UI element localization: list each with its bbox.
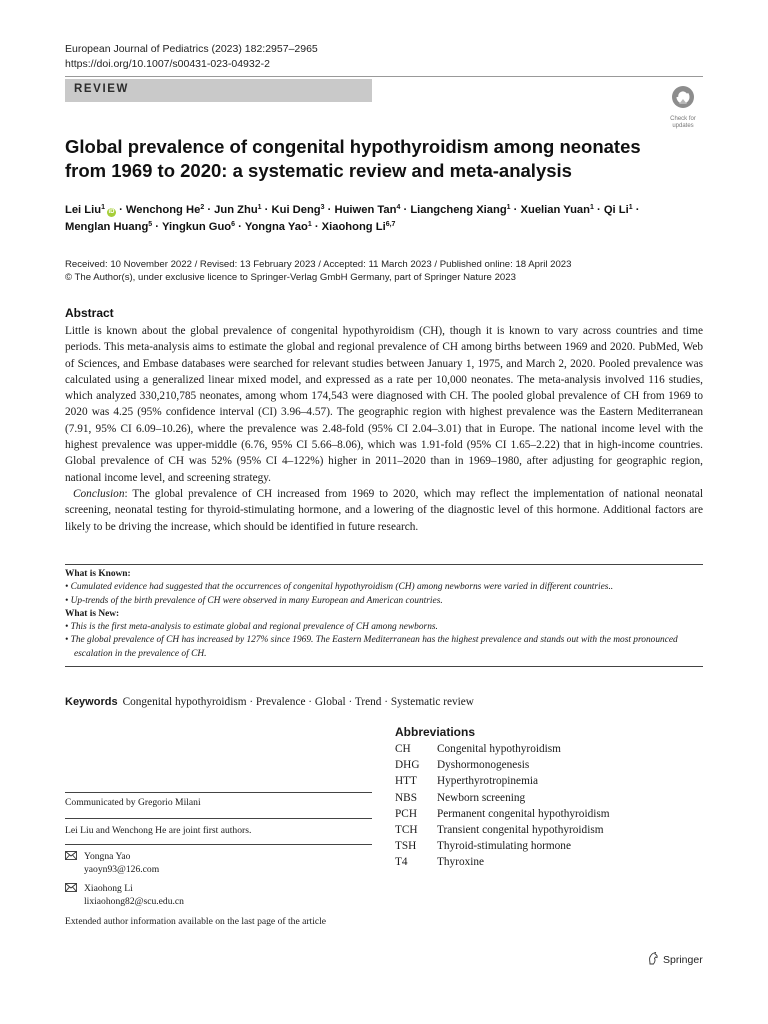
- article-title: [65, 135, 685, 183]
- contact-name: Yongna Yao: [84, 851, 131, 862]
- publisher-name: Springer: [663, 954, 703, 966]
- author[interactable]: Qi Li$^1$: [603, 204, 633, 216]
- known-box-top-rule: [65, 564, 703, 565]
- conclusion-text: : The global prevalence of CH increased from 1969 to 2020, which may reflect the implementation of national neonatal screening, neonatal testing for thyroid-stimulating hormone, and a lowering of the diagnostic level of this hormone. Additional factors are likely to be driving the increase, which should be identified in future research.: [65, 487, 703, 533]
- known-box-bottom-rule: [65, 666, 703, 667]
- check-for-updates-badge[interactable]: [664, 84, 702, 129]
- contact-name: Xiaohong Li: [84, 883, 133, 894]
- abstract-heading: Abstract: [65, 306, 114, 320]
- author[interactable]: Lei Liu$^1$iD: [65, 204, 115, 216]
- author[interactable]: Kui Deng$^3$: [271, 204, 325, 216]
- envelope-icon: [65, 851, 77, 860]
- conclusion-label: Conclusion: [73, 487, 125, 500]
- title-line-2: from 1969 to 2020: a systematic review and meta-analysis: [65, 160, 572, 181]
- journal-header: [65, 42, 318, 72]
- author[interactable]: Wenchong He$^2$: [125, 204, 205, 216]
- copyright-line: © The Author(s), under exclusive licence to Springer-Verlag GmbH Germany, part of Springer Nature 2023: [65, 272, 516, 283]
- keywords: [65, 694, 474, 710]
- abstract-body: [65, 323, 703, 535]
- author[interactable]: Xuelian Yuan$^1$: [520, 204, 594, 216]
- author-list: [65, 202, 705, 236]
- joint-authors-note: Lei Liu and Wenchong He are joint first authors.: [65, 825, 252, 836]
- author-line-1: Lei Liu$^1$iD · Wenchong $He^2$ · Jun Zhu$^1$ · Kui Deng$^3$ · Huiwen Tan$^4$ · Liangcheng Xiang$^1$ · Xuelian Yuan$^1$ · Qi $Li^1$ ·: [65, 204, 640, 216]
- abbreviations-heading: Abbreviations: [395, 725, 476, 739]
- new-item: • The global prevalence of CH has increased by 127% since 1969. The Eastern Mediterranean has the highest prevalence and stands out with the most pronounced escalation in the prevalence of CH.: [65, 635, 678, 659]
- title-line-1: Global prevalence of congenital hypothyroidism among neonates: [65, 136, 641, 157]
- abstract-paragraph: Little is known about the global prevalence of congenital hypothyroidism (CH), though it is known to vary across countries and time periods. This meta-analysis aims to estimate the global and regional prevalence of CH among births between 1969 and 2020. PubMed, Web of Sciences, and Embase databases were searched for relevant studies between January 1, 1975, and March 2, 2020. Pooled prevalence was calculated using a generalized linear mixed model, and expressed as a rate per 10,000 neonates. The meta-analysis involved 116 studies, which analyzed 330,210,785 neonates, among whom 174,543 were diagnosed with CH. The pooled global prevalence of CH from 1969 to 2020 was 4.25 (95% confidence interval (CI) 3.96–4.57). The geographic region with highest prevalence was the Eastern Mediterranean (7.91, 95% CI 6.09–10.26), where the prevalence was 2.48-fold (95% CI 2.04–3.01) that in Europe. The national income level with the highest prevalence was upper-middle (6.76, 95% CI 5.66–8.06), which was 1.91-fold (95% CI 1.65–2.22) that in high-income countries. Global prevalence of CH was 52% (95% CI 4–122%) higher in 2011–2020 than in 1969–1980, after adjusting for geographic region, national income level, and screening strategy.: [65, 325, 703, 484]
- abbreviation-row: TSH Thyroid-stimulating hormone: [395, 840, 571, 853]
- abbreviation-row: PCH Permanent congenital hypothyroidism: [395, 807, 610, 820]
- date-history: Received: 10 November 2022 / Revised: 13 February 2023 / Accepted: 11 March 2023 / Published online: 18 April 2023: [65, 259, 572, 270]
- springer-horse-icon: [647, 952, 659, 965]
- known-item: • Cumulated evidence had suggested that the occurrences of congenital hypothyroidism (CH) among newborns were varied in different countries..: [65, 582, 614, 593]
- author[interactable]: Yingkun Guo$^6$: [161, 221, 236, 233]
- abbreviation-row: T4 Thyroxine: [395, 856, 485, 869]
- abstract-conclusion: [65, 486, 703, 535]
- orcid-icon[interactable]: iD: [108, 209, 115, 215]
- author[interactable]: Huiwen Tan$^4$: [334, 204, 401, 216]
- contact-email[interactable]: lixiaohong82@scu.edu.cn: [84, 896, 184, 908]
- author[interactable]: Menglan Huang$^5$: [65, 221, 153, 233]
- keywords-label: Keywords: [65, 696, 118, 708]
- author[interactable]: Yongna Yao$^1$: [244, 221, 312, 233]
- journal-citation: European Journal of Pediatrics (2023) 182:2957–2965: [65, 43, 318, 55]
- check-updates-label: Check for updates: [670, 116, 696, 129]
- abbreviation-row: CH Congenital hypothyroidism: [395, 743, 561, 755]
- author[interactable]: Xiaohong Li$^{6,7}$: [321, 221, 396, 233]
- check-updates-icon: [664, 84, 702, 110]
- known-item: • Up-trends of the birth prevalence of CH were observed in many European and American countries.: [65, 595, 443, 606]
- abbreviation-row: NBS Newborn screening: [395, 791, 526, 804]
- footnote-rule: [65, 792, 372, 793]
- communicated-by: Communicated by Gregorio Milani: [65, 797, 201, 808]
- footnote-rule: [65, 844, 372, 845]
- new-item: • This is the first meta-analysis to estimate global and regional prevalence of CH among newborns.: [65, 622, 438, 633]
- doi-link[interactable]: https://doi.org/10.1007/s00431-023-04932-2: [65, 58, 270, 70]
- author[interactable]: Jun Zhu$^1$: [214, 204, 262, 216]
- abbreviation-row: DHG Dyshormonogenesis: [395, 759, 530, 772]
- abbreviation-row: HTT Hyperthyrotropinemia: [395, 775, 539, 788]
- extended-author-info: Extended author information available on the last page of the article: [65, 916, 327, 927]
- keywords-text: Congenital hypothyroidism · Prevalence · Global · Trend · Systematic review: [122, 696, 474, 708]
- article-type-label: REVIEW: [74, 83, 129, 95]
- author-line-2: Menglan Huang$^5$ · Yingkun Guo$^6$ · Yongna Yao$^1$ · Xiaohong Li$^{6,7}$: [65, 221, 396, 233]
- abbreviations-table: [395, 741, 610, 871]
- what-is-new-heading: What is New:: [65, 608, 120, 619]
- what-is-known-box: [65, 568, 703, 661]
- header-rule: [65, 76, 703, 77]
- publication-dates: [65, 258, 571, 284]
- contact-email[interactable]: yaoyn93@126.com: [84, 864, 160, 876]
- author[interactable]: Liangcheng Xiang$^1$: [410, 204, 511, 216]
- publisher-logo: [647, 952, 703, 966]
- envelope-icon: [65, 883, 77, 892]
- what-is-known-heading: What is Known:: [65, 569, 131, 579]
- abbreviation-row: TCH Transient congenital hypothyroidism: [395, 824, 604, 837]
- footnote-rule: [65, 818, 372, 819]
